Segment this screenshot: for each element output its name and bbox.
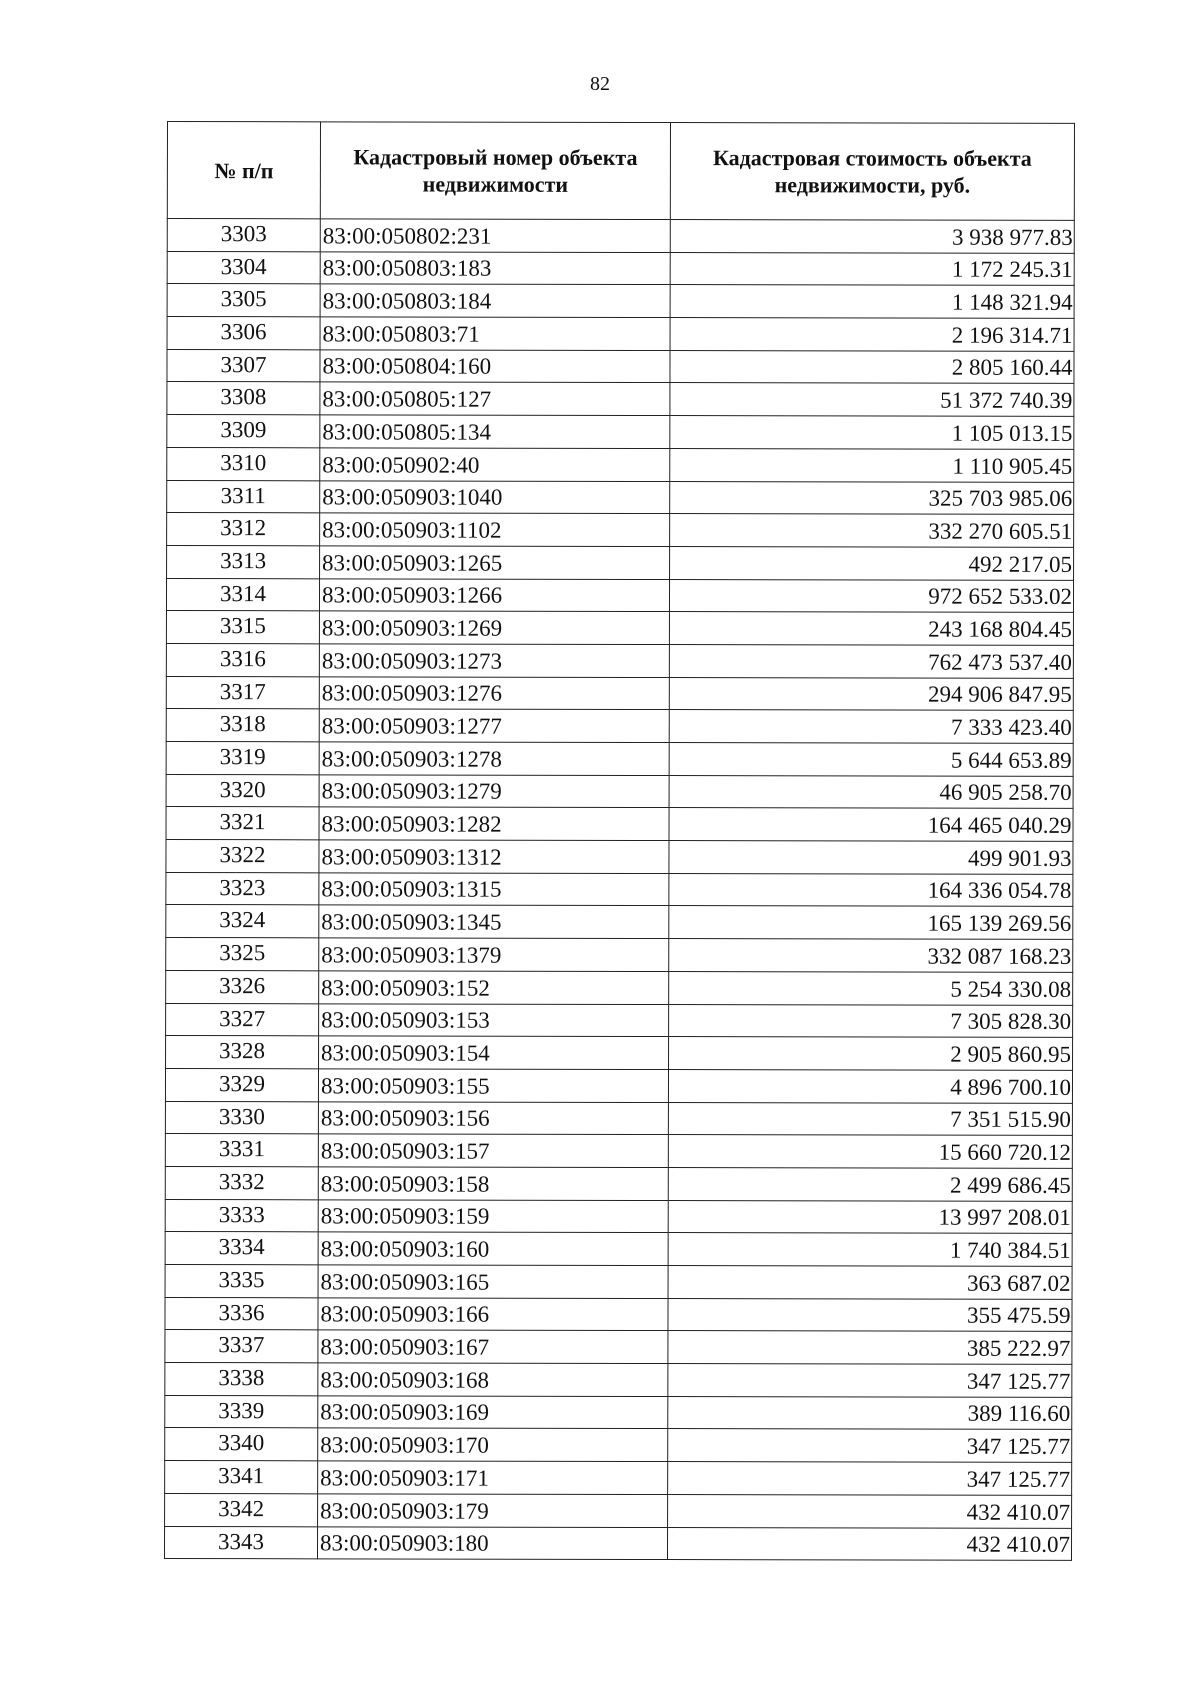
cadastral-number-cell: 83:00:050903:179 xyxy=(318,1494,668,1527)
row-number: 3334 xyxy=(165,1232,318,1265)
table-row xyxy=(165,1068,1072,1103)
table-row xyxy=(166,611,1073,646)
cadastral-value-cell: 355 475.59 xyxy=(668,1298,1072,1332)
table-row xyxy=(165,1428,1072,1463)
cadastral-value-cell: 325 703 985.06 xyxy=(670,481,1074,515)
table-row xyxy=(165,1330,1072,1365)
row-number: 3321 xyxy=(166,807,319,840)
table-row xyxy=(165,1461,1072,1496)
row-number: 3338 xyxy=(165,1363,318,1396)
cadastral-value-cell: 492 217.05 xyxy=(670,546,1074,580)
table-row xyxy=(165,1101,1072,1136)
table-row xyxy=(166,807,1073,842)
cadastral-number-cell: 83:00:050903:1279 xyxy=(319,775,669,808)
cadastral-value-cell: 385 222.97 xyxy=(668,1331,1072,1365)
table-row xyxy=(167,251,1074,286)
row-number: 3316 xyxy=(166,643,319,676)
row-number: 3325 xyxy=(166,938,319,971)
row-number: 3326 xyxy=(166,970,319,1003)
row-number: 3330 xyxy=(165,1101,318,1134)
row-number: 3332 xyxy=(165,1166,318,1199)
table-row xyxy=(166,676,1073,711)
cadastral-value-cell: 347 125.77 xyxy=(668,1364,1072,1398)
cadastral-value-cell: 7 351 515.90 xyxy=(668,1102,1072,1136)
cadastral-number-cell: 83:00:050803:184 xyxy=(320,284,670,317)
cadastral-value-cell: 2 905 860.95 xyxy=(669,1037,1073,1071)
row-number: 3337 xyxy=(165,1330,318,1363)
row-number: 3339 xyxy=(165,1395,318,1428)
cadastral-number-cell: 83:00:050803:183 xyxy=(320,252,670,285)
table-row xyxy=(165,1493,1072,1528)
table-row xyxy=(167,480,1074,515)
table-row xyxy=(165,1232,1072,1267)
cadastral-number-cell: 83:00:050903:169 xyxy=(318,1396,668,1429)
cadastral-value-cell: 5 644 653.89 xyxy=(669,743,1073,777)
cadastral-number-cell: 83:00:050903:1278 xyxy=(319,742,669,775)
cadastral-number-cell: 83:00:050903:1345 xyxy=(319,905,669,938)
table-header xyxy=(167,122,1074,221)
table-row xyxy=(165,1395,1072,1430)
header-cadastral-number: Кадастровый номер объекта недвижимости xyxy=(320,122,670,220)
row-number: 3310 xyxy=(167,447,320,480)
row-number: 3342 xyxy=(165,1493,318,1526)
cadastral-number-cell: 83:00:050903:1040 xyxy=(320,480,670,513)
cadastral-value-cell: 1 105 013.15 xyxy=(670,416,1074,450)
cadastral-number-cell: 83:00:050803:71 xyxy=(320,317,670,350)
cadastral-table xyxy=(164,121,1075,1561)
cadastral-value-cell: 164 336 054.78 xyxy=(669,873,1073,907)
cadastral-value-cell: 762 473 537.40 xyxy=(669,644,1073,678)
cadastral-number-cell: 83:00:050903:166 xyxy=(318,1298,668,1331)
row-number: 3312 xyxy=(167,513,320,546)
cadastral-number-cell: 83:00:050805:134 xyxy=(320,415,670,448)
cadastral-number-cell: 83:00:050903:168 xyxy=(318,1363,668,1396)
cadastral-value-cell: 294 906 847.95 xyxy=(669,677,1073,711)
row-number: 3323 xyxy=(166,872,319,905)
table-row xyxy=(165,1166,1072,1201)
table-row xyxy=(165,1363,1072,1398)
table-row xyxy=(166,1003,1073,1038)
row-number: 3340 xyxy=(165,1428,318,1461)
cadastral-number-cell: 83:00:050903:159 xyxy=(318,1199,668,1232)
cadastral-value-cell: 3 938 977.83 xyxy=(670,220,1074,254)
cadastral-value-cell: 332 087 168.23 xyxy=(669,939,1073,973)
table-row xyxy=(167,284,1074,319)
header-cadastral-value: Кадастровая стоимость объекта недвижимости, руб. xyxy=(670,123,1074,221)
table-row xyxy=(167,447,1074,482)
cadastral-value-cell: 347 125.77 xyxy=(668,1462,1072,1496)
table-row xyxy=(164,1526,1071,1561)
row-number: 3335 xyxy=(165,1264,318,1297)
cadastral-number-cell: 83:00:050903:1312 xyxy=(319,840,669,873)
cadastral-value-cell: 165 139 269.56 xyxy=(669,906,1073,940)
table-row xyxy=(167,317,1074,352)
row-number: 3308 xyxy=(167,382,320,415)
cadastral-value-cell: 5 254 330.08 xyxy=(669,971,1073,1005)
row-number: 3314 xyxy=(166,578,319,611)
cadastral-number-cell: 83:00:050903:1282 xyxy=(319,807,669,840)
cadastral-number-cell: 83:00:050802:231 xyxy=(320,219,670,252)
cadastral-value-cell: 15 660 720.12 xyxy=(668,1135,1072,1169)
cadastral-value-cell: 432 410.07 xyxy=(668,1494,1072,1528)
cadastral-number-cell: 83:00:050903:180 xyxy=(317,1526,667,1559)
table-row xyxy=(167,513,1074,548)
table-row xyxy=(167,349,1074,384)
cadastral-value-cell: 13 997 208.01 xyxy=(668,1200,1072,1234)
row-number: 3331 xyxy=(165,1134,318,1167)
cadastral-value-cell: 4 896 700.10 xyxy=(668,1069,1072,1103)
cadastral-value-cell: 389 116.60 xyxy=(668,1396,1072,1430)
cadastral-value-cell: 164 465 040.29 xyxy=(669,808,1073,842)
table-row xyxy=(167,219,1074,254)
cadastral-value-cell: 1 740 384.51 xyxy=(668,1233,1072,1267)
row-number: 3317 xyxy=(166,676,319,709)
table-body xyxy=(164,219,1074,1561)
cadastral-value-cell: 2 499 686.45 xyxy=(668,1167,1072,1201)
row-number: 3324 xyxy=(166,905,319,938)
cadastral-value-cell: 363 687.02 xyxy=(668,1266,1072,1300)
row-number: 3320 xyxy=(166,774,319,807)
cadastral-value-cell: 51 372 740.39 xyxy=(670,383,1074,417)
cadastral-number-cell: 83:00:050903:154 xyxy=(319,1036,669,1069)
header-number: № п/п xyxy=(167,122,320,219)
cadastral-number-cell: 83:00:050903:165 xyxy=(318,1265,668,1298)
row-number: 3329 xyxy=(165,1068,318,1101)
row-number: 3303 xyxy=(167,219,320,252)
row-number: 3322 xyxy=(166,840,319,873)
cadastral-value-cell: 7 333 423.40 xyxy=(669,710,1073,744)
row-number: 3336 xyxy=(165,1297,318,1330)
table-row xyxy=(167,545,1074,580)
row-number: 3319 xyxy=(166,741,319,774)
row-number: 3305 xyxy=(167,284,320,317)
cadastral-value-cell: 2 196 314.71 xyxy=(670,318,1074,352)
row-number: 3328 xyxy=(166,1036,319,1069)
cadastral-value-cell: 347 125.77 xyxy=(668,1429,1072,1463)
cadastral-number-cell: 83:00:050903:1269 xyxy=(319,611,669,644)
cadastral-number-cell: 83:00:050903:157 xyxy=(318,1134,668,1167)
table-row xyxy=(166,905,1073,940)
table-row xyxy=(167,415,1074,450)
cadastral-value-cell: 432 410.07 xyxy=(667,1527,1071,1561)
row-number: 3306 xyxy=(167,317,320,350)
cadastral-value-cell: 499 901.93 xyxy=(669,841,1073,875)
row-number: 3318 xyxy=(166,709,319,742)
cadastral-number-cell: 83:00:050903:153 xyxy=(319,1003,669,1036)
cadastral-number-cell: 83:00:050902:40 xyxy=(320,448,670,481)
row-number: 3341 xyxy=(165,1461,318,1494)
table-row xyxy=(166,741,1073,776)
row-number: 3307 xyxy=(167,349,320,382)
table-row xyxy=(166,1036,1073,1071)
cadastral-value-cell: 7 305 828.30 xyxy=(669,1004,1073,1038)
table-row xyxy=(166,840,1073,875)
table-row xyxy=(166,970,1073,1005)
cadastral-number-cell: 83:00:050903:1379 xyxy=(319,938,669,971)
cadastral-number-cell: 83:00:050903:170 xyxy=(318,1428,668,1461)
row-number: 3304 xyxy=(167,251,320,284)
cadastral-number-cell: 83:00:050903:155 xyxy=(318,1069,668,1102)
table-row xyxy=(166,872,1073,907)
cadastral-number-cell: 83:00:050805:127 xyxy=(320,382,670,415)
cadastral-number-cell: 83:00:050903:171 xyxy=(318,1461,668,1494)
cadastral-number-cell: 83:00:050903:1273 xyxy=(319,644,669,677)
row-number: 3315 xyxy=(166,611,319,644)
row-number: 3309 xyxy=(167,415,320,448)
table-row xyxy=(166,774,1073,809)
cadastral-number-cell: 83:00:050903:160 xyxy=(318,1232,668,1265)
table-row xyxy=(166,578,1073,613)
table-row xyxy=(165,1199,1072,1234)
table-row xyxy=(165,1264,1072,1299)
table-row xyxy=(165,1134,1072,1169)
cadastral-value-cell: 332 270 605.51 xyxy=(670,514,1074,548)
table-row xyxy=(166,643,1073,678)
row-number: 3311 xyxy=(167,480,320,513)
cadastral-number-cell: 83:00:050903:152 xyxy=(319,971,669,1004)
table-row xyxy=(165,1297,1072,1332)
table-row xyxy=(166,709,1073,744)
cadastral-value-cell: 1 172 245.31 xyxy=(670,252,1074,286)
row-number: 3327 xyxy=(166,1003,319,1036)
cadastral-number-cell: 83:00:050903:1276 xyxy=(319,676,669,709)
header-row xyxy=(167,122,1074,221)
cadastral-number-cell: 83:00:050903:1277 xyxy=(319,709,669,742)
cadastral-number-cell: 83:00:050903:1266 xyxy=(319,578,669,611)
cadastral-value-cell: 972 652 533.02 xyxy=(669,579,1073,613)
cadastral-number-cell: 83:00:050903:1315 xyxy=(319,873,669,906)
cadastral-number-cell: 83:00:050903:1265 xyxy=(320,546,670,579)
cadastral-value-cell: 2 805 160.44 xyxy=(670,350,1074,384)
row-number: 3333 xyxy=(165,1199,318,1232)
table-row xyxy=(166,938,1073,973)
cadastral-number-cell: 83:00:050903:167 xyxy=(318,1330,668,1363)
table-row xyxy=(167,382,1074,417)
cadastral-number-cell: 83:00:050903:158 xyxy=(318,1167,668,1200)
cadastral-number-cell: 83:00:050903:1102 xyxy=(320,513,670,546)
cadastral-value-cell: 46 905 258.70 xyxy=(669,775,1073,809)
row-number: 3343 xyxy=(164,1526,317,1559)
page-number: 82 xyxy=(590,73,610,95)
cadastral-value-cell: 1 148 321.94 xyxy=(670,285,1074,319)
cadastral-number-cell: 83:00:050903:156 xyxy=(318,1101,668,1134)
cadastral-value-cell: 243 168 804.45 xyxy=(669,612,1073,646)
cadastral-value-cell: 1 110 905.45 xyxy=(670,448,1074,482)
cadastral-number-cell: 83:00:050804:160 xyxy=(320,350,670,383)
row-number: 3313 xyxy=(167,545,320,578)
